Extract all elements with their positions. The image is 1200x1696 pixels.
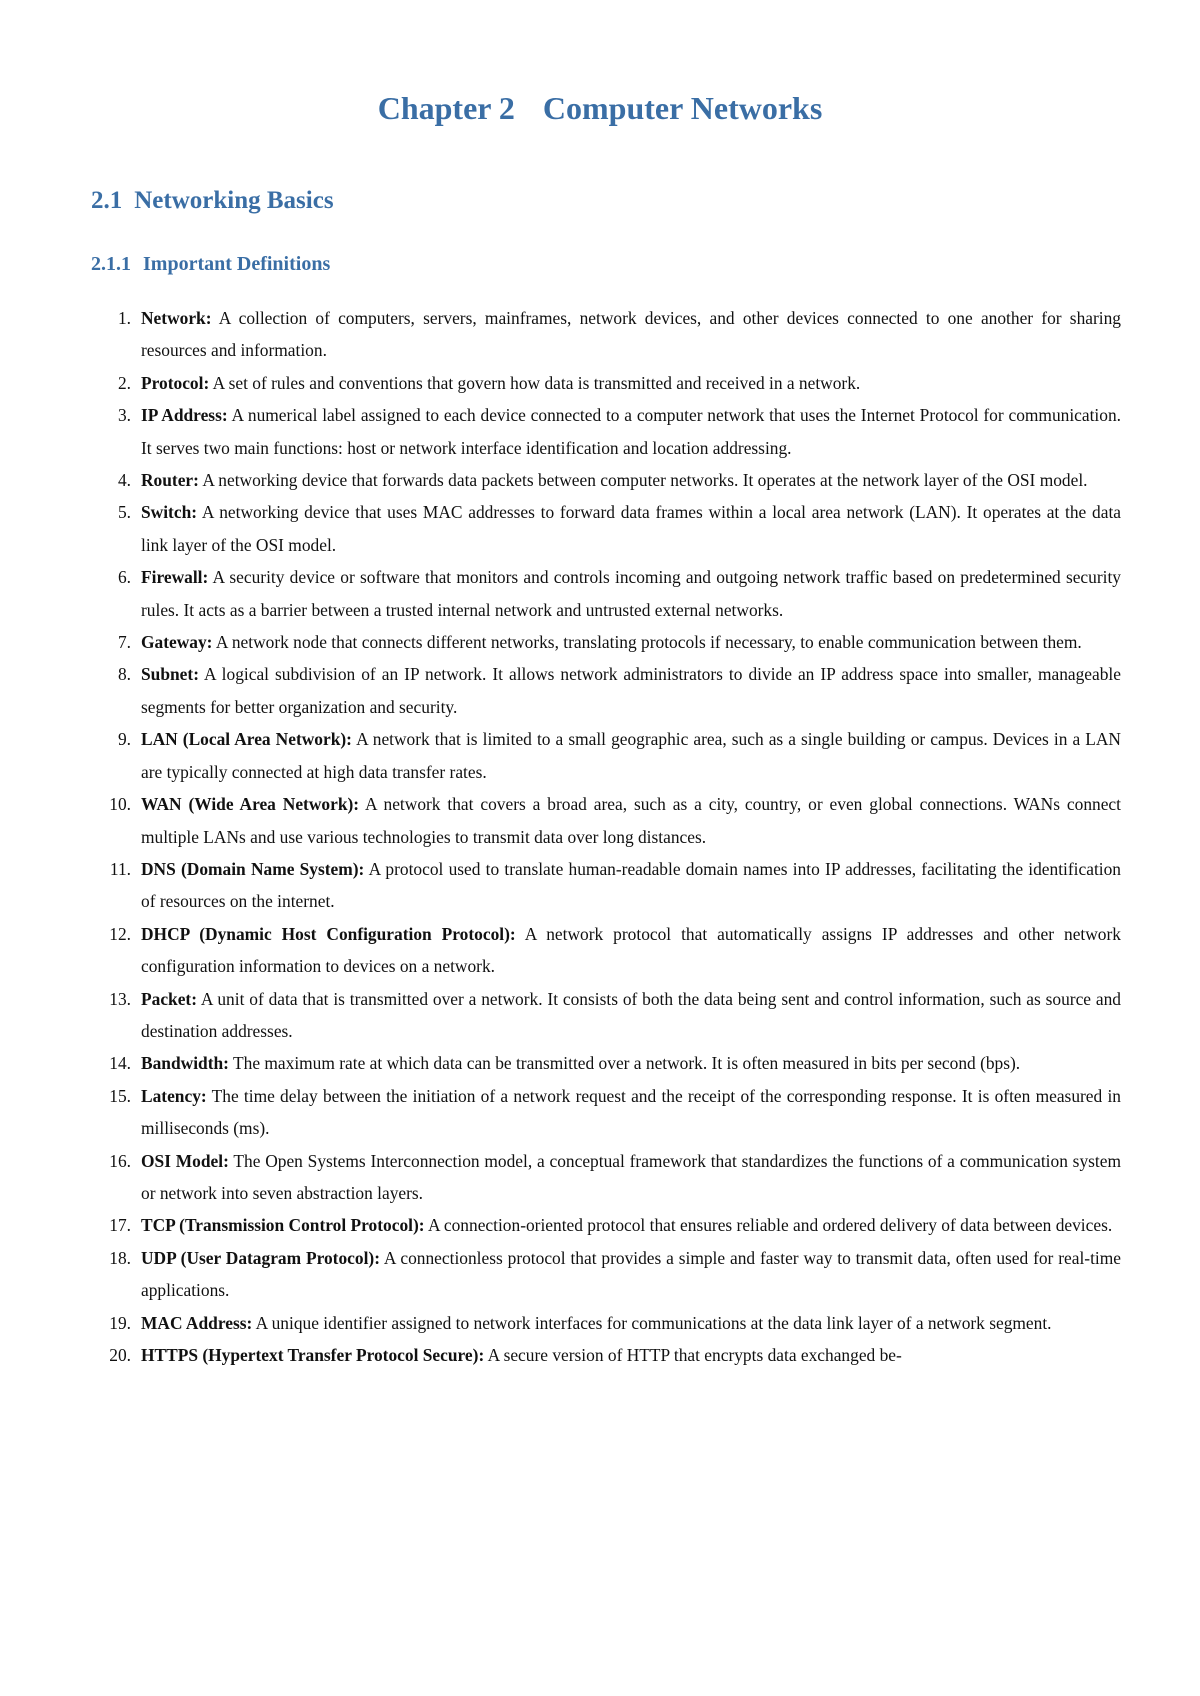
definition-item bbox=[91, 1209, 1121, 1241]
definition-text: A set of rules and conventions that govern how data is transmitted and received in a network. bbox=[209, 372, 861, 393]
definition-number: 17. bbox=[109, 1215, 131, 1236]
definition-item bbox=[91, 399, 1121, 464]
definition-term: Subnet: bbox=[141, 664, 199, 685]
definition-term: Switch: bbox=[141, 502, 198, 523]
definition-number: 15. bbox=[109, 1085, 131, 1106]
subsection-title-text: Important Definitions bbox=[143, 253, 331, 275]
definition-text: A network node that connects different networks, translating protocols if necessary, to enable communication between them. bbox=[212, 632, 1082, 653]
definition-term: Gateway: bbox=[141, 632, 213, 653]
definition-term: LAN (Local Area Network): bbox=[141, 729, 352, 750]
definition-term: WAN (Wide Area Network): bbox=[141, 794, 360, 815]
definition-item bbox=[91, 853, 1121, 918]
definition-number: 2. bbox=[117, 372, 131, 393]
definition-text: A connectionless protocol that provides a simple and faster way to transmit data, often used for real-time applications. bbox=[141, 1247, 1121, 1301]
definition-item bbox=[91, 983, 1121, 1048]
definition-item bbox=[91, 1080, 1121, 1145]
definition-term: Firewall: bbox=[141, 567, 209, 588]
definition-item bbox=[91, 1242, 1121, 1307]
chapter-title-text: Computer Networks bbox=[542, 90, 823, 126]
definition-number: 8. bbox=[117, 664, 131, 685]
section-title bbox=[91, 186, 334, 216]
definition-text: The Open Systems Interconnection model, a conceptual framework that standardizes the functions of a communication system or network into seven abstraction layers. bbox=[141, 1150, 1121, 1203]
definitions-list bbox=[91, 302, 1121, 1371]
definition-text: The time delay between the initiation of a network request and the receipt of the corresponding response. It is often measured in milliseconds (ms). bbox=[141, 1085, 1121, 1139]
definition-term: DHCP (Dynamic Host Configuration Protocol): bbox=[141, 923, 516, 944]
definition-number: 6. bbox=[117, 567, 131, 588]
definition-number: 9. bbox=[117, 729, 131, 750]
definition-item bbox=[91, 496, 1121, 561]
definition-term: HTTPS (Hypertext Transfer Protocol Secure): bbox=[141, 1345, 485, 1365]
section-number: 2.1 bbox=[91, 187, 123, 214]
definition-text: A network that covers a broad area, such as a city, country, or even global connections. WANs connect multiple LANs and use various technologies to transmit data over long distances. bbox=[141, 794, 1121, 847]
definition-number: 20. bbox=[109, 1345, 131, 1365]
definition-number: 12. bbox=[109, 923, 131, 944]
definition-term: IP Address: bbox=[141, 405, 228, 426]
definition-term: MAC Address: bbox=[141, 1312, 253, 1333]
definition-text: A collection of computers, servers, mainframes, network devices, and other devices connected to one another for sharing resources and information. bbox=[141, 308, 1121, 361]
definition-item bbox=[91, 464, 1121, 496]
definition-text: A network protocol that automatically assigns IP addresses and other network configuration information to devices on a network. bbox=[141, 923, 1121, 977]
definition-number: 5. bbox=[117, 502, 131, 523]
definition-term: UDP (User Datagram Protocol): bbox=[141, 1247, 380, 1268]
definition-number: 14. bbox=[109, 1053, 131, 1074]
definition-text: The maximum rate at which data can be transmitted over a network. It is often measured in bits per second (bps). bbox=[228, 1053, 1021, 1074]
definition-text: A network that is limited to a small geographic area, such as a single building or campus. Devices in a LAN are typically connected at high data transfer rates. bbox=[141, 729, 1121, 782]
definition-number: 4. bbox=[117, 470, 131, 491]
definition-number: 16. bbox=[109, 1150, 131, 1171]
definition-number: 7. bbox=[117, 632, 131, 653]
definition-number: 19. bbox=[109, 1312, 131, 1333]
definition-number: 10. bbox=[109, 794, 131, 815]
definition-text: A networking device that uses MAC addresses to forward data frames within a local area network (LAN). It operates at the data link layer of the OSI model. bbox=[141, 502, 1121, 555]
definition-text: A secure version of HTTP that encrypts data exchanged be- bbox=[484, 1345, 902, 1365]
definition-text: A networking device that forwards data packets between computer networks. It operates at the network layer of the OSI model. bbox=[198, 470, 1088, 491]
definition-item bbox=[91, 1307, 1121, 1339]
chapter-title bbox=[0, 88, 1200, 128]
definition-term: Bandwidth: bbox=[141, 1053, 229, 1074]
definition-text: A numerical label assigned to each device connected to a computer network that uses the Internet Protocol for communication. It serves two main functions: host or network interface identification and location addressing. bbox=[141, 405, 1122, 458]
definition-text: A protocol used to translate human-readable domain names into IP addresses, facilitating the identification of resources on the internet. bbox=[141, 858, 1121, 912]
definition-number: 13. bbox=[109, 988, 131, 1009]
definition-item bbox=[91, 1339, 1121, 1371]
definition-item bbox=[91, 788, 1121, 853]
definition-number: 3. bbox=[117, 405, 131, 426]
definition-text: A connection-oriented protocol that ensures reliable and ordered delivery of data between devices. bbox=[424, 1215, 1113, 1236]
definition-item bbox=[91, 723, 1121, 788]
subsection-title bbox=[91, 252, 330, 276]
definition-item bbox=[91, 918, 1121, 983]
definition-term: OSI Model: bbox=[141, 1150, 229, 1171]
definition-item bbox=[91, 302, 1121, 367]
definition-text: A unit of data that is transmitted over a network. It consists of both the data being sent and control information, such as source and destination addresses. bbox=[141, 988, 1121, 1041]
definition-term: Router: bbox=[141, 470, 199, 491]
definition-item bbox=[91, 1047, 1121, 1079]
definition-term: Latency: bbox=[141, 1085, 207, 1106]
definition-text: A security device or software that monitors and controls incoming and outgoing network traffic based on predetermined security rules. It acts as a barrier between a trusted internal network and untrusted external networks. bbox=[141, 567, 1121, 620]
definition-term: Network: bbox=[141, 308, 212, 328]
section-title-text: Networking Basics bbox=[134, 187, 334, 214]
definition-text: A unique identifier assigned to network interfaces for communications at the data link layer of a network segment. bbox=[252, 1312, 1052, 1333]
definition-text: A logical subdivision of an IP network. It allows network administrators to divide an IP address space into smaller, manageable segments for better organization and security. bbox=[141, 664, 1121, 717]
definition-number: 1. bbox=[117, 308, 131, 328]
definition-item bbox=[91, 1145, 1121, 1210]
definition-item bbox=[91, 367, 1121, 399]
subsection-number: 2.1.1 bbox=[91, 253, 131, 275]
definition-term: Protocol: bbox=[141, 372, 210, 393]
definition-term: DNS (Domain Name System): bbox=[141, 858, 365, 879]
chapter-number: Chapter 2 bbox=[377, 90, 515, 126]
definition-item bbox=[91, 658, 1121, 723]
definition-number: 18. bbox=[109, 1247, 131, 1268]
definition-number: 11. bbox=[109, 858, 131, 879]
definition-item bbox=[91, 561, 1121, 626]
definition-item bbox=[91, 626, 1121, 658]
definition-term: Packet: bbox=[141, 988, 198, 1009]
definition-term: TCP (Transmission Control Protocol): bbox=[141, 1215, 425, 1236]
